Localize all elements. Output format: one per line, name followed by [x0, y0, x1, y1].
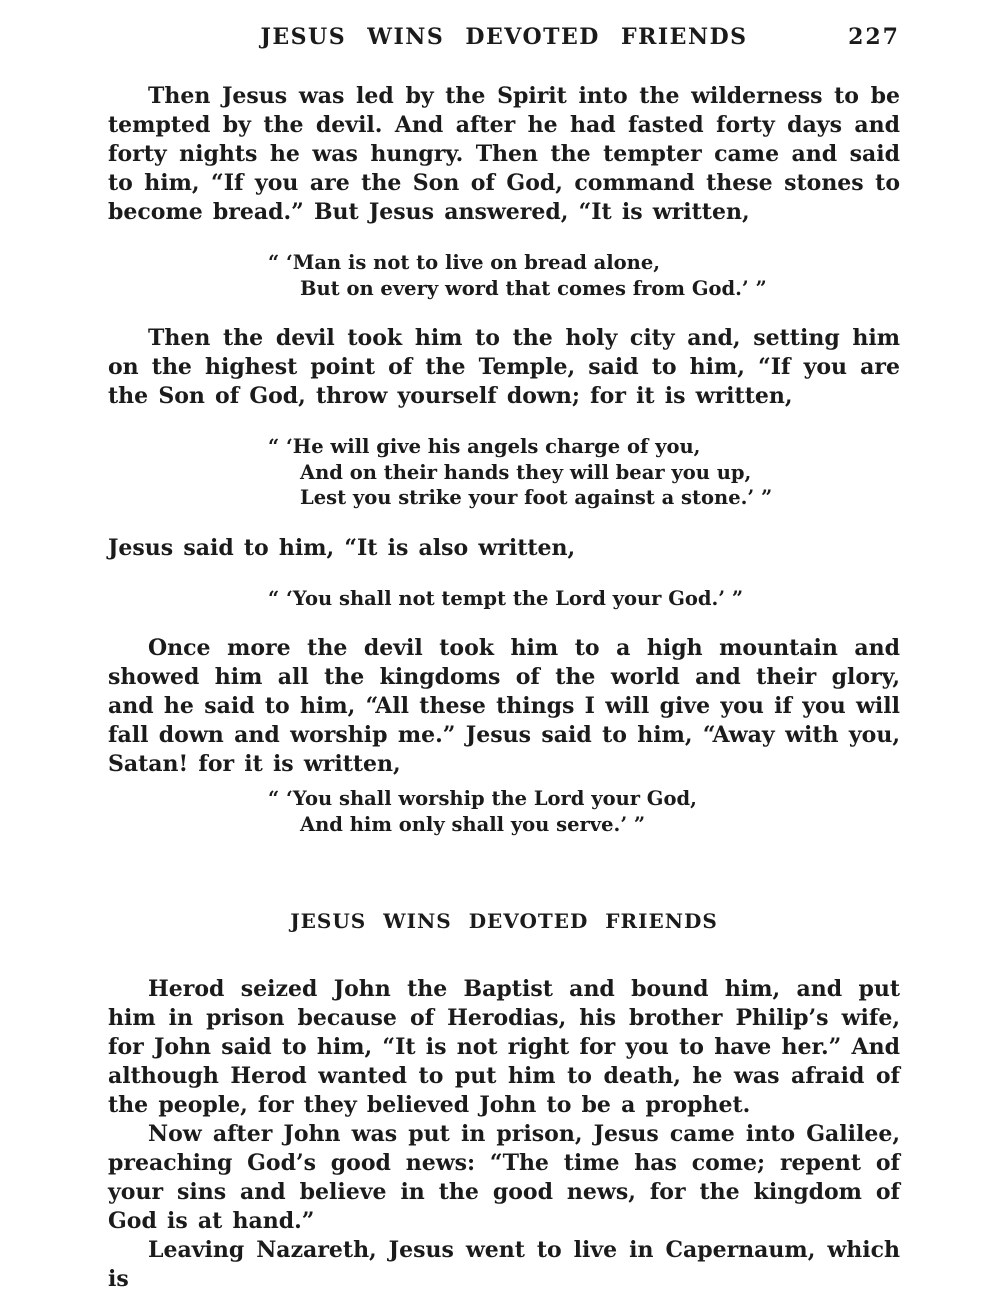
- running-header: [108, 24, 900, 56]
- verse-line: But on every word that comes from God.’ ”: [300, 276, 767, 300]
- verse-block: [108, 786, 900, 837]
- page-body: [108, 82, 900, 1294]
- verse-line: “ ‘You shall not tempt the Lord your God.’ ”: [268, 586, 744, 610]
- page-number: 227: [848, 24, 900, 50]
- paragraph: Leaving Nazareth, Jesus went to live in Capernaum, which is: [108, 1237, 900, 1292]
- verse-line: “ ‘He will give his angels charge of you,: [268, 435, 701, 458]
- verse-block: [108, 434, 900, 511]
- paragraph: Herod seized John the Baptist and bound him, and put him in prison because of Herodias, his brother Philip’s wife, for John said to him, “It is not right for you to have her.” And although Herod wanted to put him to death, he was afraid of the people, for they believed John to be a prophet.: [108, 976, 900, 1118]
- verse-line: “ ‘You shall worship the Lord your God,: [268, 787, 697, 810]
- verse-line: Lest you strike your foot against a stone.’ ”: [300, 486, 773, 509]
- paragraph: Now after John was put in prison, Jesus came into Galilee, preaching God’s good news: “The time has come; repent of your sins and believe in the good news, for the kingdom of God is at hand.”: [108, 1121, 900, 1234]
- paragraph: Jesus said to him, “It is also written,: [108, 534, 576, 561]
- paragraph: Then the devil took him to the holy city and, setting him on the highest point of the Temple, said to him, “If you are the Son of God, throw yourself down; for it is written,: [108, 325, 900, 409]
- verse-block: [108, 586, 900, 612]
- paragraph: Then Jesus was led by the Spirit into the wilderness to be tempted by the devil. And after he had fasted forty days and forty nights he was hungry. Then the tempter came and said to him, “If you are the Son of God, command these stones to become bread.” But Jesus answered, “It is written,: [108, 83, 900, 225]
- verse-line: And him only shall you serve.’ ”: [300, 812, 646, 836]
- running-header-title: JESUS WINS DEVOTED FRIENDS: [260, 24, 748, 50]
- section-heading: JESUS WINS DEVOTED FRIENDS: [290, 909, 718, 933]
- verse-block: [108, 250, 900, 301]
- verse-line: And on their hands they will bear you up,: [300, 460, 752, 484]
- verse-line: “ ‘Man is not to live on bread alone,: [268, 251, 661, 274]
- paragraph: Once more the devil took him to a high mountain and showed him all the kingdoms of the world and their glory, and he said to him, “All these things I will give you if you will fall down and worship me.” Jesus said to him, “Away with you, Satan! for it is written,: [108, 635, 900, 777]
